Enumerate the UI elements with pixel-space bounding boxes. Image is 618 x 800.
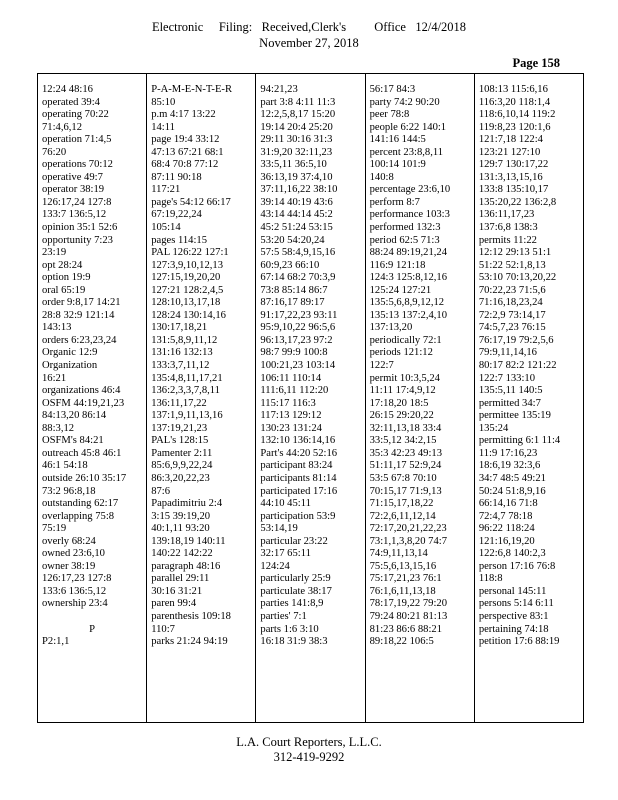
index-entry-line: 133:3,7,11,12	[151, 360, 210, 372]
index-entry-line: orders 6:23,23,24	[42, 334, 117, 346]
index-entry-line: OSFM 44:19,21,23	[42, 397, 125, 409]
index-entry-line: 98:7 99:9 100:8	[260, 347, 328, 359]
index-entry-line: p.m 4:17 13:22	[151, 109, 216, 121]
index-entry-line: 116:9 121:18	[369, 259, 426, 271]
index-entry-line: pages 114:15	[151, 234, 208, 246]
index-entry-line: 94:21,23	[260, 84, 298, 95]
index-entry-line: 74:5,7,23 76:15	[478, 322, 546, 334]
index-entry-line: 30:16 31:21	[151, 585, 203, 597]
index-entry-line: OSFM's 84:21	[42, 435, 104, 447]
index-entry-line: PAL 126:22 127:1	[151, 247, 229, 259]
index-entry-line: parts 1:6 3:10	[260, 623, 319, 635]
index-entry-line: 106:11 110:14	[260, 372, 322, 384]
index-entry-line: 135:5,11 140:5	[478, 385, 543, 397]
index-entry-line: 115:17 116:3	[260, 397, 316, 409]
index-entry-line: parallel 29:11	[151, 573, 210, 585]
index-entry-line: page's 54:12 66:17	[151, 196, 231, 208]
index-entry-line: 135:13 137:2,4,10	[369, 309, 448, 321]
index-entry-line: 121:7,18 122:4	[478, 134, 543, 146]
index-entry-line: 143:13	[42, 322, 72, 334]
index-entry-line: permitted 34:7	[478, 397, 541, 409]
index-entry-line: 126:17,23 127:8	[42, 573, 112, 585]
index-entry-line: option 19:9	[42, 272, 91, 284]
index-entry-line: 35:3 42:23 49:13	[369, 447, 443, 459]
index-entry-line: 11:9 17:16,23	[478, 447, 538, 459]
index-entry-line: 32:17 65:11	[260, 548, 311, 560]
index-entry-line: operated 39:4	[42, 96, 100, 108]
index-entry-line: 119:8,23 120:1,6	[478, 121, 551, 133]
index-entry-line	[42, 611, 142, 624]
index-entry-line: P	[89, 623, 96, 635]
index-entry-line: 123:21 127:10	[478, 146, 541, 158]
index-entry-line: 110:7	[151, 623, 175, 635]
index-entry-line: 80:17 82:2 121:22	[478, 360, 557, 372]
index-entry-line: PAL's 128:15	[151, 435, 209, 447]
index-entry-line: parties 141:8,9	[260, 598, 324, 610]
index-entry-line: 53:14,19	[260, 523, 298, 535]
index-entry-line: participants 81:14	[260, 472, 337, 484]
index-entry-line: Papadimitriu 2:4	[151, 498, 223, 510]
index-entry-line: overlapping 75:8	[42, 510, 115, 522]
index-entry-line: order 9:8,17 14:21	[42, 297, 121, 309]
index-entry-line: peer 78:8	[369, 109, 410, 121]
index-column-4	[366, 74, 475, 722]
footer-reporter-name: L.A. Court Reporters, L.L.C.	[236, 735, 382, 749]
index-entry-line: 28:8 32:9 121:14	[42, 309, 115, 321]
index-entry-line: 91:17,22,23 93:11	[260, 309, 338, 321]
index-entry-line: 78:17,19,22 79:20	[369, 598, 448, 610]
index-entry-line: participated 17:16	[260, 485, 338, 497]
index-entry-line: performance 103:3	[369, 209, 450, 221]
index-entry-line: Organic 12:9	[42, 347, 98, 359]
index-entry-line: 87:6	[151, 485, 171, 497]
index-entry-line: 57:5 58:4,9,15,16	[260, 247, 336, 259]
index-entry-line: 14:11	[151, 121, 175, 133]
index-entry-line: 86:3,20,22,23	[151, 472, 210, 484]
index-entry-line: performed 132:3	[369, 222, 441, 234]
index-entry-line: 36:13,19 37:4,10	[260, 171, 333, 183]
index-entry-line: 73:1,1,3,8,20 74:7	[369, 535, 448, 547]
index-entry-line: 79:24 80:21 81:13	[369, 610, 448, 622]
index-entry-line: personal 145:11	[478, 585, 547, 597]
index-entry-line: P2:1,1	[42, 636, 70, 648]
index-entry-line: overly 68:24	[42, 535, 96, 547]
index-entry-line: 75:17,21,23 76:1	[369, 573, 442, 585]
index-entry-line: paren 99:4	[151, 598, 197, 610]
index-entry-line: operations 70:12	[42, 159, 113, 171]
index-entry-line: organizations 46:4	[42, 385, 121, 397]
index-entry-line: 121:16,19,20	[478, 535, 535, 547]
index-entry-line: 17:18,20 18:5	[369, 397, 429, 409]
index-entry-line: 137:6,8 138:3	[478, 222, 538, 234]
index-entry-line: particular 23:22	[260, 535, 328, 547]
index-entry-line: 128:24 130:14,16	[151, 309, 226, 321]
index-entry-line: 133:7 136:5,12	[42, 209, 107, 221]
index-entry-line: 29:11 30:16 31:3	[260, 134, 333, 146]
index-entry-line: 72:17,20,21,22,23	[369, 523, 447, 535]
index-entry-line: 122:7	[369, 360, 394, 372]
index-entry-line: 31:9,20 32:11,23	[260, 146, 333, 158]
index-entry-line: 75:19	[42, 523, 67, 535]
index-entry-line: 16:18 31:9 38:3	[260, 636, 328, 648]
index-entry-line: 130:23 131:24	[260, 422, 322, 434]
index-entry-line: 60:9,23 66:10	[260, 259, 320, 271]
index-entry-line: 56:17 84:3	[369, 84, 416, 95]
index-entry-line: 124:3 125:8,12,16	[369, 272, 448, 284]
index-entry-line: 111:6,11 112:20	[260, 385, 329, 397]
index-entry-line: 117:21	[151, 184, 181, 196]
index-entry-line: 140:22 142:22	[151, 548, 213, 560]
index-entry-line: percent 23:8,8,11	[369, 146, 444, 158]
index-entry-line: 133:6 136:5,12	[42, 585, 107, 597]
index-entry-line: parties' 7:1	[260, 610, 307, 622]
index-entry-line: Pamenter 2:11	[151, 447, 213, 459]
index-entry-line: 88:3,12	[42, 422, 75, 434]
index-entry-line: 118:8	[478, 573, 503, 585]
index-entry-line: 141:16 144:5	[369, 134, 426, 146]
index-entry-line: 135:20,22 136:2,8	[478, 196, 557, 208]
index-entry-line: particularly 25:9	[260, 573, 331, 585]
index-entry-line: 137:19,21,23	[151, 422, 208, 434]
index-entry-line: 127:21 128:2,4,5	[151, 284, 224, 296]
index-entry-line: 89:18,22 106:5	[369, 636, 434, 648]
index-entry-line: page 19:4 33:12	[151, 134, 220, 146]
index-column-3	[256, 74, 365, 722]
index-entry-line: 96:13,17,23 97:2	[260, 334, 333, 346]
index-entry-line: 87:16,17 89:17	[260, 297, 325, 309]
footer-phone: 312-419-9292	[273, 750, 345, 764]
index-entry-line: 23:19	[42, 247, 67, 259]
index-entry-line: 51:11,17 52:9,24	[369, 460, 442, 472]
index-entry-line: outreach 45:8 46:1	[42, 447, 122, 459]
index-entry-line: participation 53:9	[260, 510, 336, 522]
index-entry-line: 125:24 127:21	[369, 284, 432, 296]
index-entry-line: 70:15,17 71:9,13	[369, 485, 442, 497]
index-entry-line: 53:10 70:13,20,22	[478, 272, 557, 284]
index-entry-line: 70:22,23 71:5,6	[478, 284, 546, 296]
index-entry-line: 68:4 70:8 77:12	[151, 159, 219, 171]
index-entry-line: 71:16,18,23,24	[478, 297, 543, 309]
index-entry-line: periods 121:12	[369, 347, 433, 359]
index-entry-line: 105:14	[151, 222, 181, 234]
index-entry-line: 3:15 39:19,20	[151, 510, 211, 522]
index-entry-line: 122:7 133:10	[478, 372, 536, 384]
index-entry-line: 140:8	[369, 171, 394, 183]
index-entry-line: opportunity 7:23	[42, 234, 113, 246]
index-entry-line: permit 10:3,5,24	[369, 372, 440, 384]
index-entry-line: 50:24 51:8,9,16	[478, 485, 546, 497]
index-entry-line: owner 38:19	[42, 560, 96, 572]
index-entry-line: outstanding 62:17	[42, 498, 119, 510]
index-entry-line: 84:13,20 86:14	[42, 410, 107, 422]
index-entry-line: 95:9,10,22 96:5,6	[260, 322, 336, 334]
index-entry-line: opinion 35:1 52:6	[42, 222, 118, 234]
filing-stamp-line-1: Electronic Filing: Received,Clerk's Office 12/4/2018	[151, 20, 467, 34]
index-entry-line: 66:14,16 71:8	[478, 498, 538, 510]
index-entry-line: 85:10	[151, 96, 176, 108]
index-entry-line: 46:1 54:18	[42, 460, 88, 472]
index-column-5	[475, 74, 583, 722]
index-entry-line: outside 26:10 35:17	[42, 472, 127, 484]
index-entry-line: 72:2,6,11,12,14	[369, 510, 436, 522]
index-entry-line: 76:17,19 79:2,5,6	[478, 334, 554, 346]
index-entry-line: permittee 135:19	[478, 410, 551, 422]
index-entry-line: 132:10 136:14,16	[260, 435, 336, 447]
index-entry-line: 51:22 52:1,8,13	[478, 259, 546, 271]
index-entry-line: pertaining 74:18	[478, 623, 549, 635]
index-entry-line: 71:15,17,18,22	[369, 498, 434, 510]
index-entry-line: 124:24	[260, 560, 290, 572]
index-entry-line: 33:5,11 36:5,10	[260, 159, 327, 171]
index-entry-line: 116:3,20 118:1,4	[478, 96, 551, 108]
index-entry-line: 100:14 101:9	[369, 159, 426, 171]
index-entry-line: person 17:16 76:8	[478, 560, 556, 572]
index-entry-line: operation 71:4,5	[42, 134, 112, 146]
index-column-1	[38, 74, 147, 722]
index-entry-line: 100:21,23 103:14	[260, 360, 336, 372]
index-entry-line: permitting 6:1 11:4	[478, 435, 561, 447]
index-entry-line: 135:4,8,11,17,21	[151, 372, 223, 384]
page-number: Page 158	[512, 56, 560, 70]
index-entry-line: 139:18,19 140:11	[151, 535, 226, 547]
index-entry-line: 26:15 29:20,22	[369, 410, 434, 422]
index-entry-line: parenthesis 109:18	[151, 610, 231, 622]
index-entry-line: petition 17:6 88:19	[478, 636, 560, 648]
index-entry-line: 127:3,9,10,12,13	[151, 259, 224, 271]
index-entry-line: 85:6,9,9,22,24	[151, 460, 213, 472]
index-entry-line: 73:2 96:8,18	[42, 485, 96, 497]
index-entry-line: 40:1,11 93:20	[151, 523, 210, 535]
index-entry-line: 79:9,11,14,16	[478, 347, 537, 359]
index-entry-line: 135:5,6,8,9,12,12	[369, 297, 445, 309]
index-entry-line: 74:9,11,13,14	[369, 548, 428, 560]
index-entry-line: participant 83:24	[260, 460, 333, 472]
index-entry-line: 18:6,19 32:3,6	[478, 460, 541, 472]
index-entry-line: 47:13 67:21 68:1	[151, 146, 224, 158]
index-entry-line: 136:11,17,22	[151, 397, 207, 409]
index-entry-line: party 74:2 90:20	[369, 96, 440, 108]
index-entry-line: 122:6,8 140:2,3	[478, 548, 546, 560]
index-entry-line: 72:2,9 73:14,17	[478, 309, 546, 321]
index-column-2	[147, 74, 256, 722]
index-entry-line: 33:5,12 34:2,15	[369, 435, 437, 447]
index-entry-line: 76:20	[42, 146, 67, 158]
index-entry-line: 131:5,8,9,11,12	[151, 334, 218, 346]
index-entry-line: 76:1,6,11,13,18	[369, 585, 436, 597]
index-entry-line: parks 21:24 94:19	[151, 636, 228, 648]
index-entry-line: permits 11:22	[478, 234, 537, 246]
index-entry-line: 12:12 29:13 51:1	[478, 247, 552, 259]
index-entry-line: 72:4,7 78:18	[478, 510, 533, 522]
index-entry-line: 117:13 129:12	[260, 410, 322, 422]
index-entry-line: 128:10,13,17,18	[151, 297, 221, 309]
index-entry-line: P-A-M-E-N-T-E-R	[151, 84, 233, 95]
index-entry-line: 88:24 89:19,21,24	[369, 247, 448, 259]
index-entry-line: 108:13 115:6,16	[478, 84, 548, 95]
index-entry-line: 44:10 45:11	[260, 498, 311, 510]
index-entry-line: periodically 72:1	[369, 334, 442, 346]
index-entry-line: 137:1,9,11,13,16	[151, 410, 223, 422]
index-entry-line: operating 70:22	[42, 109, 109, 121]
index-entry-line: 75:5,6,13,15,16	[369, 560, 437, 572]
index-entry-line: 127:15,19,20,20	[151, 272, 221, 284]
index-entry-line: 12:24 48:16	[42, 84, 93, 95]
index-entry-line: 53:5 67:8 70:10	[369, 472, 437, 484]
index-entry-line: 137:13,20	[369, 322, 413, 334]
index-entry-line: Part's 44:20 52:16	[260, 447, 338, 459]
index-entry-line: 16:21	[42, 372, 67, 384]
index-entry-line: 39:14 40:19 43:6	[260, 196, 333, 208]
index-entry-line: 11:11 17:4,9,12	[369, 385, 436, 397]
index-entry-line: 34:7 48:5 49:21	[478, 472, 546, 484]
index-entry-line: 53:20 54:20,24	[260, 234, 325, 246]
index-entry-line: 118:6,10,14 119:2	[478, 109, 556, 121]
index-entry-line: perspective 83:1	[478, 610, 549, 622]
index-entry-line: 131:16 132:13	[151, 347, 213, 359]
index-entry-line: operative 49:7	[42, 171, 103, 183]
index-entry-line: percentage 23:6,10	[369, 184, 451, 196]
index-entry-line: owned 23:6,10	[42, 548, 105, 560]
index-entry-line: 136:2,3,3,7,8,11	[151, 385, 220, 397]
index-entry-line: people 6:22 140:1	[369, 121, 447, 133]
index-entry-line: 67:19,22,24	[151, 209, 202, 221]
index-entry-line: oral 65:19	[42, 284, 86, 296]
filing-stamp-line-2: November 27, 2018	[259, 36, 359, 50]
index-table	[37, 73, 584, 723]
index-entry-line: 131:3,13,15,16	[478, 171, 543, 183]
index-entry-line: 32:11,13,18 33:4	[369, 422, 442, 434]
index-entry-line: 67:14 68:2 70:3,9	[260, 272, 336, 284]
index-entry-line: 136:11,17,23	[478, 209, 535, 221]
index-entry-line: 130:17,18,21	[151, 322, 208, 334]
index-entry-line: perform 8:7	[369, 196, 420, 208]
index-entry-line: opt 28:24	[42, 259, 83, 271]
index-entry-line: 135:24	[478, 422, 509, 434]
index-entry-line: 37:11,16,22 38:10	[260, 184, 338, 196]
index-entry-line: 133:8 135:10,17	[478, 184, 549, 196]
index-entry-line: particulate 38:17	[260, 585, 332, 597]
index-entry-line: paragraph 48:16	[151, 560, 221, 572]
index-entry-line: 71:4,6,12	[42, 121, 83, 133]
index-entry-line: persons 5:14 6:11	[478, 598, 554, 610]
index-entry-line: 19:14 20:4 25:20	[260, 121, 333, 133]
index-entry-line: Organization	[42, 360, 98, 372]
index-entry-line: 43:14 44:14 45:2	[260, 209, 333, 221]
index-entry-line: 45:2 51:24 53:15	[260, 222, 333, 234]
index-entry-line: 126:17,24 127:8	[42, 196, 112, 208]
index-entry-line: part 3:8 4:11 11:3	[260, 96, 336, 108]
index-entry-line: 96:22 118:24	[478, 523, 535, 535]
index-entry-line: 81:23 86:6 88:21	[369, 623, 443, 635]
index-entry-line: period 62:5 71:3	[369, 234, 440, 246]
index-entry-line: 129:7 130:17,22	[478, 159, 549, 171]
index-entry-line: 87:11 90:18	[151, 171, 202, 183]
index-entry-line: 73:8 85:14 86:7	[260, 284, 328, 296]
index-entry-line: ownership 23:4	[42, 598, 108, 610]
index-entry-line: operator 38:19	[42, 184, 105, 196]
index-entry-line: 12:2,5,8,17 15:20	[260, 109, 336, 121]
